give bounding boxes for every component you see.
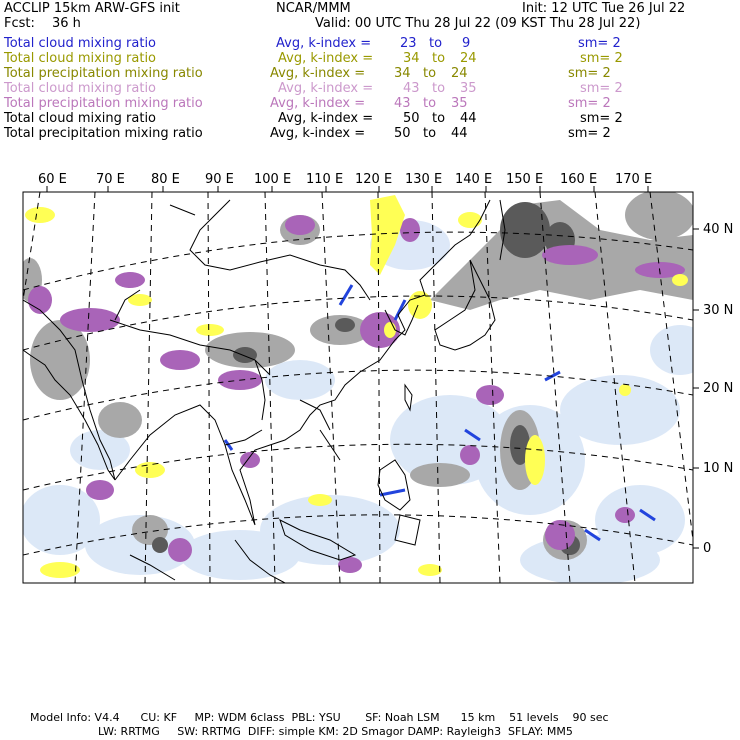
valid-time: Valid: 00 UTC Thu 28 Jul 22 (09 KST Thu 28 Jul 22) [315, 16, 641, 31]
legend-row-name: Total precipitation mixing ratio [4, 96, 203, 111]
map-canvas [18, 190, 710, 585]
legend-row-k2: 35 [451, 96, 468, 111]
legend-row-avg: Avg, k-index = [278, 111, 374, 126]
legend-row-sm: sm= 2 [568, 126, 611, 141]
legend-row-avg: Avg, k-index = [270, 96, 366, 111]
legend-row-to: to [423, 96, 437, 111]
legend-row-k2: 9 [462, 36, 471, 51]
lat-label: 30 N [703, 303, 734, 318]
lon-label: 170 E [615, 172, 653, 187]
legend-row-to: to [429, 36, 443, 51]
lon-label: 70 E [96, 172, 125, 187]
legend-row-avg: Avg, k-index = [278, 81, 374, 96]
legend-row-k2: 35 [460, 81, 477, 96]
lon-label: 100 E [254, 172, 292, 187]
lat-label: 40 N [703, 222, 734, 237]
init-time: Init: 12 UTC Tue 26 Jul 22 [522, 1, 686, 16]
lat-label: 10 N [703, 461, 734, 476]
legend-row-name: Total cloud mixing ratio [4, 111, 157, 126]
legend-row-k1: 23 [400, 36, 417, 51]
legend-row-name: Total cloud mixing ratio [4, 36, 157, 51]
legend-row-sm: sm= 2 [580, 81, 623, 96]
lon-label: 160 E [560, 172, 598, 187]
legend-row-to: to [432, 111, 446, 126]
legend-row-k1: 43 [394, 96, 411, 111]
legend-row-k1: 43 [403, 81, 420, 96]
lon-label: 140 E [455, 172, 493, 187]
lat-label: 0 [703, 541, 712, 556]
forecast-label: Fcst: [4, 16, 35, 31]
legend-row-k1: 34 [403, 51, 420, 66]
legend-row-to: to [432, 51, 446, 66]
lon-label: 120 E [355, 172, 393, 187]
legend-row-name: Total precipitation mixing ratio [4, 66, 203, 81]
legend-row-avg: Avg, k-index = [270, 66, 366, 81]
legend-row-name: Total cloud mixing ratio [4, 51, 157, 66]
lon-label: 60 E [38, 172, 67, 187]
legend-row-avg: Avg, k-index = [270, 126, 366, 141]
forecast-hours: 36 h [52, 16, 81, 31]
legend-row-k2: 44 [451, 126, 468, 141]
legend-row-sm: sm= 2 [568, 66, 611, 81]
organization-label: NCAR/MMM [276, 1, 351, 16]
right-ticks [693, 229, 699, 548]
legend-row-sm: sm= 2 [580, 111, 623, 126]
legend-row-to: to [432, 81, 446, 96]
plot-title: ACCLIP 15km ARW-GFS init [4, 1, 180, 16]
legend-row-k1: 50 [403, 111, 420, 126]
legend-row-avg: Avg, k-index = [278, 51, 374, 66]
legend-row-k2: 24 [451, 66, 468, 81]
top-ticks [47, 186, 648, 192]
legend-row-k2: 44 [460, 111, 477, 126]
lon-label: 130 E [405, 172, 443, 187]
lon-label: 90 E [205, 172, 234, 187]
legend-row-to: to [423, 66, 437, 81]
model-info-line2: LW: RRTMG SW: RRTMG DIFF: simple KM: 2D Smagor DAMP: Rayleigh3 SFLAY: MM5 [98, 725, 573, 738]
model-info-line1: Model Info: V4.4 CU: KF MP: WDM 6class PBL: YSU SF: Noah LSM 15 km 51 levels 90 sec [30, 711, 609, 724]
legend-row-name: Total cloud mixing ratio [4, 81, 157, 96]
legend-row-k1: 50 [394, 126, 411, 141]
lon-label: 80 E [151, 172, 180, 187]
lon-label: 150 E [506, 172, 544, 187]
lat-label: 20 N [703, 381, 734, 396]
legend-row-sm: sm= 2 [580, 51, 623, 66]
legend-row-k2: 24 [460, 51, 477, 66]
legend-row-name: Total precipitation mixing ratio [4, 126, 203, 141]
legend-row-avg: Avg, k-index = [276, 36, 372, 51]
legend-row-sm: sm= 2 [568, 96, 611, 111]
lon-label: 110 E [306, 172, 344, 187]
legend-row-k1: 34 [394, 66, 411, 81]
legend-row-sm: sm= 2 [578, 36, 621, 51]
legend-row-to: to [423, 126, 437, 141]
